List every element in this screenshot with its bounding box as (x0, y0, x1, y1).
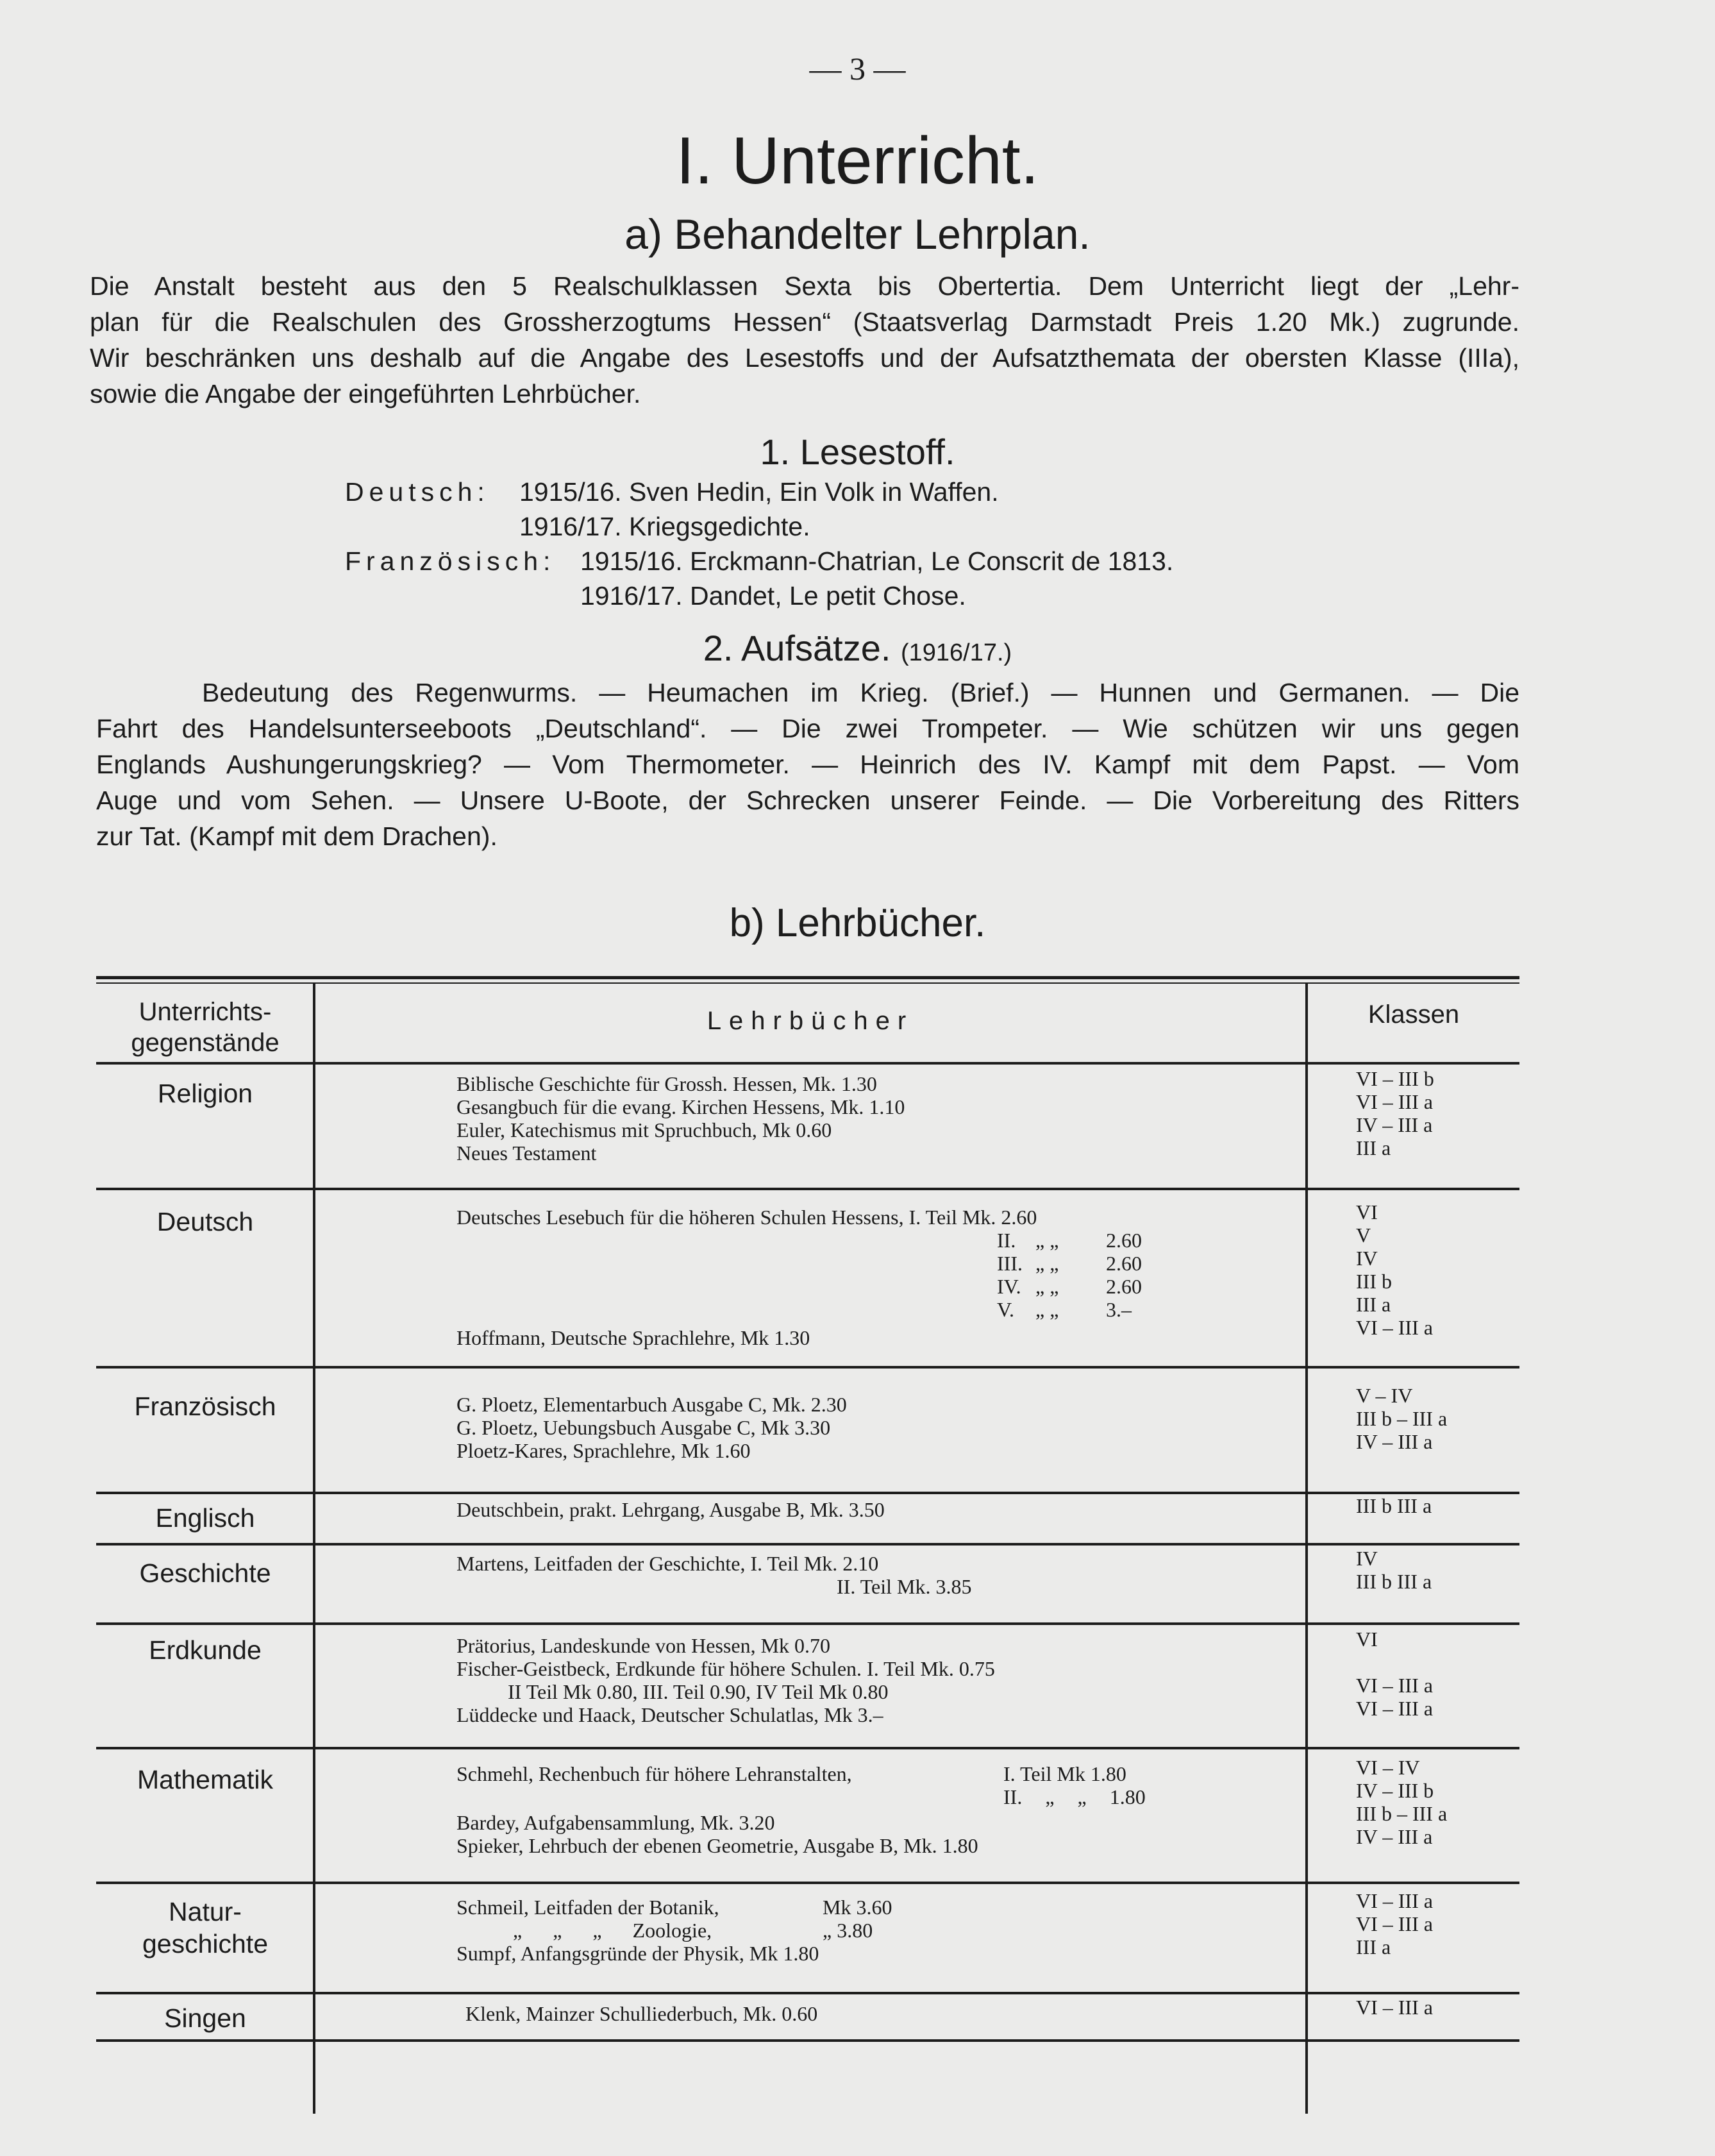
header-classes: Klassen (1368, 1000, 1460, 1029)
subject-religion: Religion (157, 1079, 253, 1108)
classes-deutsch (1356, 1200, 1433, 1339)
book-part (997, 1298, 1170, 1321)
class-entry: VI – IV (1356, 1756, 1420, 1779)
subject-geschichte: Geschichte (139, 1558, 271, 1588)
class-entry: VI – III a (1356, 1912, 1433, 1935)
row-divider (96, 1622, 1519, 1625)
book-list-erdkunde (456, 1634, 995, 1726)
intro-line: sowie die Angabe der eingeführten Lehrbücher. (90, 379, 641, 408)
book-part-price: 2.60 (1106, 1252, 1142, 1275)
book-part-price: 2.60 (1106, 1275, 1142, 1298)
book-part (997, 1275, 1170, 1298)
book-naturgeschichte-2: „ „ „ Zoologie, (513, 1919, 712, 1942)
book-entry: Biblische Geschichte für Grossh. Hessen, Mk. 1.30 (456, 1072, 877, 1095)
class-entry: V (1356, 1224, 1371, 1247)
book-englisch: Deutschbein, prakt. Lehrgang, Ausgabe B, Mk. 3.50 (456, 1498, 885, 1521)
book-deutsch-sprachlehre: Hoffmann, Deutsche Sprachlehre, Mk 1.30 (456, 1326, 810, 1349)
class-entry: IV (1356, 1547, 1378, 1570)
book-naturgeschichte-1: Schmeil, Leitfaden der Botanik, (456, 1896, 719, 1919)
class-entry: VI – III a (1356, 1889, 1433, 1912)
book-mathematik-4: Spieker, Lehrbuch der ebenen Geometrie, Ausgabe B, Mk. 1.80 (456, 1834, 978, 1857)
book-mathematik-1-price: I. Teil Mk 1.80 (1003, 1762, 1126, 1785)
section-a-heading: a) Behandelter Lehrplan. (624, 210, 1091, 258)
lesestoff-deutsch-2: 1916/17. Kriegsgedichte. (519, 512, 810, 541)
classes-erdkunde-3: VI – III a (1356, 1697, 1433, 1720)
aufsaetze-year: (1916/17.) (900, 639, 1012, 666)
lesestoff-heading: 1. Lesestoff. (760, 432, 955, 472)
class-entry: III a (1356, 1935, 1391, 1958)
book-entry: II Teil Mk 0.80, III. Teil 0.90, IV Teil Mk 0.80 (508, 1680, 889, 1703)
lesestoff-franz-1: 1915/16. Erckmann-Chatrian, Le Conscrit de 1813. (580, 546, 1174, 576)
class-entry: IV – III a (1356, 1113, 1433, 1136)
classes-englisch: III b III a (1356, 1494, 1432, 1517)
classes-erdkunde-1: VI (1356, 1628, 1378, 1651)
book-part-ditto: „ „ (1035, 1252, 1059, 1275)
class-entry: VI (1356, 1200, 1378, 1224)
book-entry: Gesangbuch für die evang. Kirchen Hessens, Mk. 1.10 (456, 1095, 905, 1118)
aufsatz-line: Auge und vom Sehen. — Unsere U-Boote, der Schrecken unserer Feinde. — Die Vorbereitung des Ritters (96, 786, 1519, 815)
subject-deutsch: Deutsch (156, 1207, 254, 1236)
classes-naturgeschichte (1356, 1889, 1433, 1958)
book-naturgeschichte-3: Sumpf, Anfangsgründe der Physik, Mk 1.80 (456, 1942, 819, 1965)
lesestoff-deutsch-label: Deutsch: (345, 477, 490, 507)
header-books: Lehrbücher (707, 1007, 914, 1035)
aufsatz-line: Englands Aushungerungskrieg? — Vom Thermometer. — Heinrich des IV. Kampf mit dem Papst. — Vom (96, 750, 1519, 779)
book-singen: Klenk, Mainzer Schulliederbuch, Mk. 0.60 (465, 2002, 818, 2025)
row-divider (96, 1188, 1519, 1190)
book-mathematik-3: Bardey, Aufgabensammlung, Mk. 3.20 (456, 1811, 775, 1834)
book-entry: Ploetz-Kares, Sprachlehre, Mk 1.60 (456, 1439, 751, 1462)
class-entry: VI – III a (1356, 1090, 1433, 1113)
book-naturgeschichte-1-price: Mk 3.60 (823, 1896, 892, 1919)
page-title: I. Unterricht. (676, 124, 1039, 198)
class-entry: IV – III a (1356, 1825, 1433, 1848)
book-part-ditto: „ „ (1035, 1229, 1059, 1252)
book-geschichte-1: Martens, Leitfaden der Geschichte, I. Teil Mk. 2.10 (456, 1552, 879, 1575)
subject-franzoesisch: Französisch (134, 1392, 276, 1421)
book-part-number: III. (997, 1252, 1023, 1275)
row-divider (96, 2039, 1519, 2042)
class-entry: IV – III b (1356, 1779, 1434, 1802)
book-deutsch-parts (997, 1229, 1170, 1321)
intro-paragraph (90, 268, 1519, 412)
book-entry: G. Ploetz, Elementarbuch Ausgabe C, Mk. 2.30 (456, 1393, 847, 1416)
classes-franzoesisch (1356, 1384, 1447, 1453)
subject-singen: Singen (164, 2003, 246, 2033)
book-part (997, 1229, 1170, 1252)
book-part-ditto: „ „ (1035, 1275, 1059, 1298)
class-entry: IV – III a (1356, 1430, 1433, 1453)
subject-erdkunde: Erdkunde (149, 1635, 262, 1665)
row-divider (96, 1992, 1519, 1994)
header-subjects (96, 997, 314, 1058)
row-divider (96, 1366, 1519, 1369)
column-divider (1305, 984, 1308, 2114)
book-entry: G. Ploetz, Uebungsbuch Ausgabe C, Mk 3.30 (456, 1416, 831, 1439)
book-geschichte-2: II. Teil Mk. 3.85 (837, 1575, 972, 1598)
header-subjects-line: Unterrichts- (138, 998, 272, 1026)
book-entry: Fischer-Geistbeck, Erdkunde für höhere Schulen. I. Teil Mk. 0.75 (456, 1657, 995, 1680)
classes-erdkunde-2: VI – III a (1356, 1674, 1433, 1697)
book-part-number: V. (997, 1298, 1014, 1321)
book-entry: Lüddecke und Haack, Deutscher Schulatlas, Mk 3.– (456, 1703, 883, 1726)
book-mathematik-2-price: II. „ „ 1.80 (1003, 1785, 1146, 1808)
book-part-number: II. (997, 1229, 1016, 1252)
aufsaetze-heading: 2. Aufsätze. (703, 628, 891, 668)
subject-line: Natur- (169, 1897, 242, 1926)
classes-geschichte (1356, 1547, 1432, 1593)
book-part-number: IV. (997, 1275, 1021, 1298)
book-list-religion (456, 1072, 905, 1165)
intro-line: Wir beschränken uns deshalb auf die Angabe des Lesestoffs und der Aufsatzthemata der obersten Klasse (IIIa), (90, 343, 1519, 373)
book-mathematik-1: Schmehl, Rechenbuch für höhere Lehranstalten, (456, 1762, 852, 1785)
book-part (997, 1252, 1170, 1275)
class-entry: VI – III a (1356, 1316, 1433, 1339)
book-part-price: 2.60 (1106, 1229, 1142, 1252)
header-subjects-line: gegenstände (131, 1029, 280, 1057)
row-divider (96, 1543, 1519, 1545)
page-number: — 3 — (809, 51, 906, 87)
aufsatz-line: zur Tat. (Kampf mit dem Drachen). (96, 821, 498, 851)
book-part-ditto: „ „ (1035, 1298, 1059, 1321)
subject-mathematik: Mathematik (137, 1765, 273, 1794)
book-naturgeschichte-2-price: „ 3.80 (823, 1919, 873, 1942)
class-entry: III a (1356, 1136, 1391, 1159)
lesestoff-franz-label: Französisch: (345, 546, 556, 576)
class-entry: III b – III a (1356, 1407, 1448, 1430)
class-entry: IV (1356, 1247, 1378, 1270)
aufsaetze-paragraph (96, 675, 1519, 854)
class-entry: III b (1356, 1270, 1392, 1293)
row-divider (96, 1492, 1519, 1494)
lesestoff-deutsch-1: 1915/16. Sven Hedin, Ein Volk in Waffen. (519, 477, 999, 507)
class-entry: III a (1356, 1293, 1391, 1316)
intro-line: Die Anstalt besteht aus den 5 Realschulklassen Sexta bis Obertertia. Dem Unterricht liegt der „Lehr- (90, 271, 1519, 301)
classes-singen: VI – III a (1356, 1996, 1433, 2019)
class-entry: III b – III a (1356, 1802, 1448, 1825)
aufsatz-line: Bedeutung des Regenwurms. — Heumachen im Krieg. (Brief.) — Hunnen und Germanen. — Die (202, 678, 1519, 707)
class-entry: V – IV (1356, 1384, 1413, 1407)
row-divider (96, 1062, 1519, 1065)
book-part-price: 3.– (1106, 1298, 1132, 1321)
subject-line: geschichte (142, 1929, 268, 1958)
book-list-franzoesisch (456, 1393, 847, 1462)
book-entry: Neues Testament (456, 1141, 597, 1165)
class-entry: VI – III b (1356, 1067, 1434, 1090)
row-divider (96, 1882, 1519, 1884)
row-divider (96, 1747, 1519, 1749)
aufsatz-line: Fahrt des Handelsunterseeboots „Deutschland“. — Die zwei Trompeter. — Wie schützen wir uns gegen (96, 714, 1519, 743)
book-deutsch-lesebuch: Deutsches Lesebuch für die höheren Schulen Hessens, I. Teil Mk. 2.60 (456, 1206, 1037, 1229)
table-top-rule (96, 976, 1519, 979)
book-entry: Prätorius, Landeskunde von Hessen, Mk 0.70 (456, 1634, 831, 1657)
lesestoff-franz-2: 1916/17. Dandet, Le petit Chose. (580, 581, 966, 611)
section-b-heading: b) Lehrbücher. (729, 901, 986, 945)
classes-religion (1356, 1067, 1434, 1159)
book-entry: Euler, Katechismus mit Spruchbuch, Mk 0.60 (456, 1118, 832, 1141)
aufsaetze-heading-row (0, 627, 1715, 669)
subject-naturgeschichte (96, 1896, 314, 1960)
class-entry: III b III a (1356, 1570, 1432, 1593)
intro-line: plan für die Realschulen des Grossherzogtums Hessen“ (Staatsverlag Darmstadt Preis 1.20 Mk.) zugrunde. (90, 307, 1519, 337)
classes-mathematik (1356, 1756, 1447, 1848)
subject-englisch: Englisch (155, 1503, 255, 1533)
